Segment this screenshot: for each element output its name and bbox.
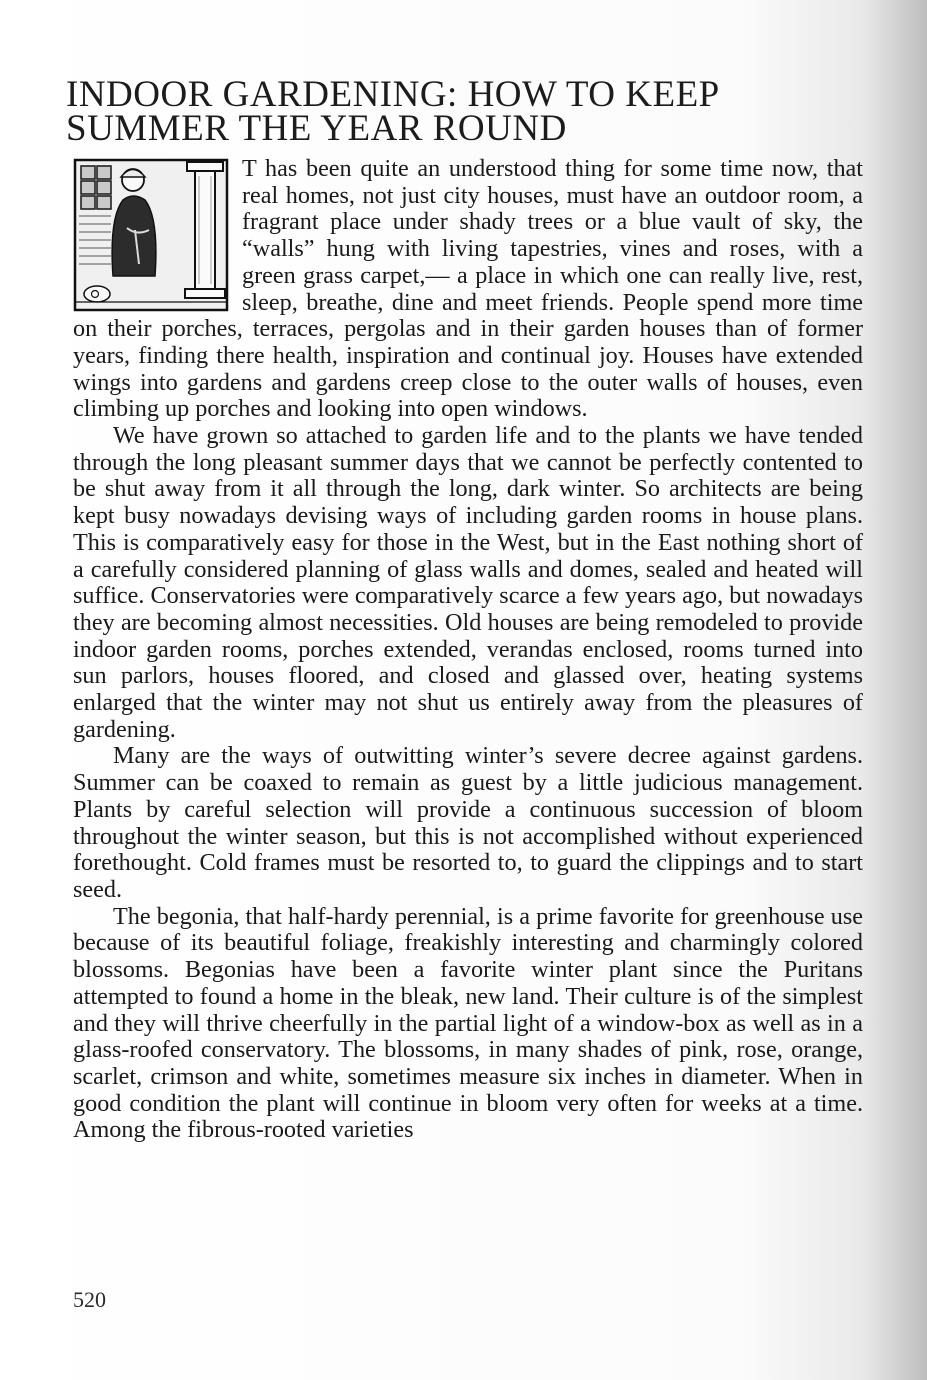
- page-number: 520: [73, 1287, 106, 1312]
- initial-letter-illustration: [71, 156, 231, 314]
- paragraph-1: T has been quite an understood thing for some time now, that real homes, not just city houses, must have an outdoor room, a fragrant place under shady trees or a blue vault of sky, the “walls” hung with living tapestries, vines and roses, with a green grass carpet,— a place in which one can really live, rest, sleep, breathe, dine and meet friends. People spend more time on their porches, terraces, pergolas and in their garden houses than of former years, finding there health, inspiration and continual joy. Houses have extended wings into gardens and gardens creep close to the outer walls of houses, even climbing up porches and looking into open windows.: [73, 155, 863, 423]
- article-title: INDOOR GARDENING: HOW TO KEEP SUMMER THE YEAR ROUND: [66, 74, 719, 149]
- paragraph-4: The begonia, that half-hardy perennial, is a prime favorite for greenhouse use because of its beautiful foliage, freakishly interesting and charmingly colored blossoms. Begonias have been a favorite winter plant since the Puritans attempted to found a home in the bleak, new land. Their culture is of the simplest and they will thrive cheerfully in the partial light of a window-box as well as in a glass-roofed conservatory. The blossoms, in many shades of pink, rose, orange, scarlet, crimson and white, sometimes measure six inches in diameter. When in good condition the plant will continue in bloom very often for weeks at a time. Among the fibrous-rooted varieties: [73, 902, 863, 1144]
- initial-letter: I: [205, 236, 206, 237]
- paragraph-2: We have grown so attached to garden life and to the plants we have tended through the long pleasant summer days that we cannot be perfectly contented to be shut away from it all through the long, dark winter. So architects are being kept busy nowadays devising ways of including garden rooms in house plans. This is comparatively easy for those in the West, but in the East nothing short of a carefully considered planning of glass walls and domes, sealed and heated will suffice. Conservatories were comparatively scarce a few years ago, but nowadays they are becoming almost necessities. Old houses are being remodeled to provide indoor garden rooms, porches extended, verandas enclosed, rooms turned into sun parlors, houses floored, and closed and glassed over, heating systems enlarged that the winter may not shut us entirely away from the pleasures of gardening.: [73, 422, 863, 743]
- paragraph-3: Many are the ways of outwitting winter’s severe decree against gardens. Summer can be coaxed to remain as guest by a little judicious management. Plants by careful selection will provide a continuous succession of bloom throughout the winter season, but this is not accomplished without experienced forethought. Cold frames must be resorted to, to guard the clippings and to start seed.: [73, 742, 863, 903]
- article-body: [73, 156, 863, 1144]
